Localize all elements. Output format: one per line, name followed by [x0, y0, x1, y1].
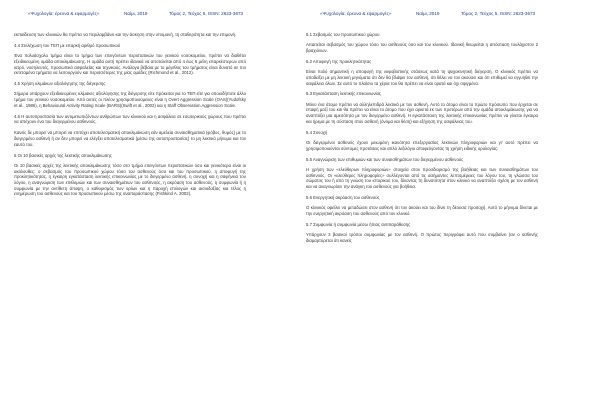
section-heading: 5.5 Αναγνώριση των επιθυμιών και των συναισθημάτων του διεγερμένου ασθενούς	[306, 156, 464, 162]
issue-date: Ναίμι, 2019	[124, 11, 148, 16]
body-paragraph: Μόνο ένα άτομο πρέπει να αλληλεπιδρά λεκτικά με τον ασθενή. Αυτό το άτομο είναι το πρώτο πρόσωπο που έρχεται σε επαφή μαζί του και θα πρέπει να είναι το άτομο που έχει αρκετά εκ των προτέρων από την ομάδα αποκλιμάκωσης για να αναπτύξει μια αμεσότητα με τον διεγερμένο ασθενή. Η εγκατάσταση της λεκτικής επικοινωνίας πρέπει να γίνεται έγκαιρα και ήρεμα με τη σύσταση στον ασθενή (όνομα και θέση) και εξήγηση της ασφάλειας του.	[306, 101, 538, 124]
issue-date: Ναίμι, 2019	[416, 11, 440, 16]
body-paragraph: Είναι πολύ σημαντική η αποφυγή της εκφοβιστικής στάσεως κατά τη ψυχοκινητική διέγερση. Ο κλινικός πρέπει να αποδείξει με μη λεκτική μηνύματα ότι δεν θα βλάψει τον ασθενή, ότι θέλει να τον ακούσει και ότι επιθυμεί να εγγυηθεί την ασφάλεια όλων. Σε αυτό το πλαίσιο τα χέρια του θα πρέπει να είναι ορατά και όχι σφιγμένα.	[306, 69, 538, 86]
journal-title: «Ψυχολογία: έρευνα & εφαρμογές»	[28, 11, 100, 16]
section-heading: 5.1 Σεβασμός του προσωπικού χώρου	[306, 32, 380, 37]
left-page-body	[14, 32, 246, 202]
right-page-body	[306, 32, 538, 249]
section-heading: 5 Οι 10 βασικές αρχές της λεκτικής αποκλιμάκωσης	[14, 152, 112, 158]
body-paragraph: Ένα πολυάσχολο τμήμα είναι το τμήμα των επειγόντων περιστατικών του γενικού νοσοκομείου, πρέπει να διαθέτει εξειδικευμένη ομάδα αποκλιμάκωσης. Η ομάδα αυτή πρέπει ιδανικά να αποτελείται από 4 έως 6 μέλη επαρκέστερων από ιατρό, νοσηλευτές, προσωπικό ασφαλείας και τεχνικούς. Ανάλογα βέβαια με το μέγεθος του τμήματος είναι δυνατό σε πιο εκτεταμένα τμήματα να λειτουργούν και περισσότερες της μίας ομάδες (Richmond et al., 2012).	[14, 53, 246, 76]
section-heading: 5.7 Συμφωνία ή συμφωνία μέσω ήπιας αντιπαράθεσης	[306, 221, 411, 227]
body-paragraph: Ο κλινικός οφείλει να μεταδώσει στον ασθενή ότι τον ακούει και του δίνει τη δέουσα προσοχή. Αυτό το μήνυμα δίνεται με την ενεργητική ακρόαση του ασθενούς από τον κλινικό.	[306, 205, 538, 216]
body-paragraph: εκπαίδευση των κλινικών θα πρέπει να περιλαμβάνει και την άσκηση στην υπομονή, τη σταθερότητα και την επιμονή.	[14, 32, 237, 37]
right-page	[306, 0, 586, 407]
volume-info: Τόμος 2, Τεύχος 5, ISSN: 2623-3673	[461, 11, 536, 16]
body-paragraph: Απαιτείται σεβασμός του χώρου τόσο του ασθενούς όσο και του κλινικού. Ιδανική θεωρείται η απόσταση τουλάχιστον 2 βραχιόνων.	[306, 42, 538, 53]
section-heading: 4.5 Χρήση κλιμάκων αξιολόγησης της διέγερσης	[14, 81, 106, 87]
page-header	[306, 11, 586, 21]
section-heading: 5.3 Εγκατάσταση λεκτικής επικοινωνίας	[306, 91, 381, 97]
body-paragraph: Οι διεγερμένοι ασθενείς έχουν μειωμένη ικανότητα επεξεργασίας λεκτικών πληροφοριών και γι' αυτό πρέπει να χρησιμοποιούνται σύντομες προτάσεις και απλό λεξιλόγιο αποφεύγοντας τη χρήση ειδικής ορολογίας.	[306, 140, 538, 151]
section-heading: 5.2 Αποφυγή της προκλητικότητας	[306, 58, 372, 64]
section-heading: 5.6 Ενεργητική ακρόαση του ασθενούς	[306, 194, 380, 200]
body-paragraph: Οι 10 βασικές αρχές της λεκτικής αποκλιμάκωσης τόσο στο τμήμα επειγόντων περιστατικών όσο και γενικότερα είναι οι ακόλουθες: ο σεβασμός του προσωπικού χώρου τόσο του ασθενούς όσο και του προσωπικού, η αποφυγή της προκλητικότητας, η έγκαιρη εγκατάσταση λεκτικής επικοινωνίας με το διεγερμένο ασθενή, η συνοχή και η σαφήνεια του λόγου, η αναγνώριση των επιθυμιών και των συναισθημάτων του ασθενούς, η ακρόαση του ασθενούς, η συμφωνία ή η συμφωνία με την αντίθετη άποψη, ο καθορισμός των ορίων και η παροχή επιλογών και αισιοδοξίας και τέλος η ενημέρωση του ασθενούς και του προσωπικού μέσω της αναπαράστασης (Fishkind A. 2002).	[14, 162, 246, 197]
page-header	[14, 11, 294, 21]
body-paragraph: Σήμερα υπάρχουν εξειδικευμένες κλίμακες αξιολόγησης της διέγερσης είτε πρόκειται για το ΤΕΠ είτε για οποιοδήποτε άλλο τμήμα του γενικού νοσοκομείου. Από αυτές οι πλέον χρησιμοποιούμενες είναι η Overt Aggression Scale (OAS)(Yudofsky et al., 1986), η Behavioural Activity Rating Scale (BARS)(Swift et al., 2002) και η Staff Observation Aggression Scale.	[14, 91, 246, 108]
volume-info: Τόμος 2, Τεύχος 5, ISSN: 2623-3673	[169, 11, 244, 16]
body-paragraph: 4.6 Η αυτοπροστασία των αντιμετωπιζόντων ανθρώπων των κλινικού και η ασφάλεια σε εσωτερικούς χώρους που πρέπει να απέχουν ένα του διεγερμένου ασθενούς.	[14, 113, 246, 125]
section-heading: 5.4 Συνοχή	[306, 129, 328, 135]
body-paragraph: Υπάρχουν 3 βασικοί τρόποι συμφωνίας με τον ασθενή. Ο πρώτος περιγράφει αυτό που συμβαίνει (αν ο ασθενής διαμαρτύρεται ότι κανείς	[306, 232, 538, 243]
body-paragraph: Η χρήση των «ελεύθερων πληροφοριών» στοιχεία στον προσδιορισμό της βοήθειας και των συναισθημάτων του ασθενούς. Οι «ελεύθερες πληροφορίες» συλλέγονται από τις ασήμαντες λεπτομέρειες του λόγου του, τη γλώσσα του σώματος του ή από τη γνώση του ιστορικού του, δίνοντας τη δυνατότητα στον κλινικό να αναπτύξει σχέση με τον ασθενή και να αναγνωρίσει την ανάγκη του ασθενούς για βοήθεια.	[306, 166, 538, 190]
body-paragraph: Κανείς δε μπορεί να μπορεί να επιτύχει αποτελεσματική αποκλιμάκωση εάν αμελεία συναισθηματικά (φόβος, θυμός) με το διεγερμένο ασθενή ή αν δεν μπορεί να ελέγξει αποτελεσματικά (μέσω της αυτοπροστασίας) το μη λεκτικό μήνυμα και τον εαυτό του.	[14, 130, 246, 147]
section-heading: 4.4 Στελέχωση του ΤΕΠ με επαρκή αριθμό προσωπικού	[14, 42, 121, 48]
journal-title: «Ψυχολογία: έρευνα & εφαρμογές»	[320, 11, 392, 16]
left-page	[14, 0, 294, 407]
